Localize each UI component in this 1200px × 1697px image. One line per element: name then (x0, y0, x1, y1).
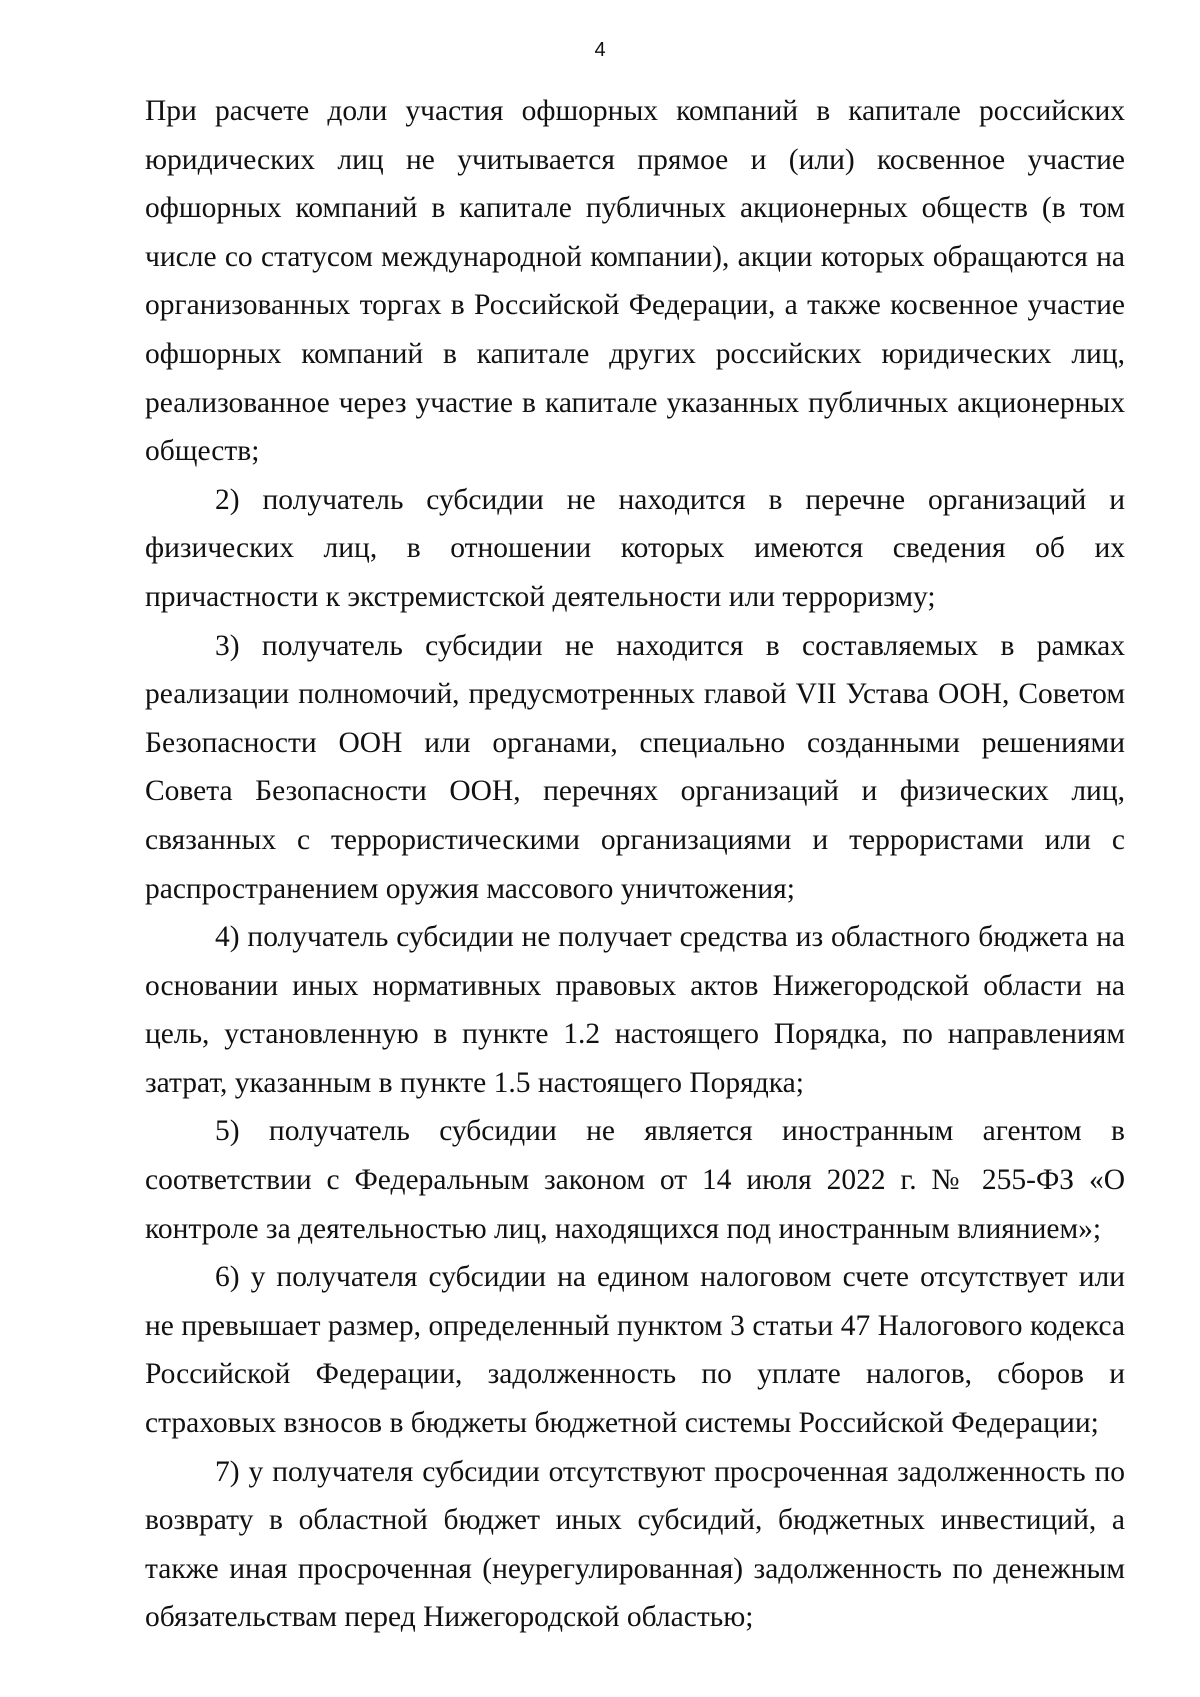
document-body (145, 87, 1125, 1642)
paragraph-offshore-participation: При расчете доли участия офшорных компаний в капитале российских юридических лиц не учитывается прямое и (или) косвенное участие офшорных компаний в капитале публичных акционерных обществ (в том числе со статусом международной компании), акции которых обращаются на организованных торгах в Российской Федерации, а также косвенное участие офшорных компаний в капитале других российских юридических лиц, реализованное через участие в капитале указанных публичных акционерных обществ; (145, 95, 1125, 468)
paragraph-item-7: 7) у получателя субсидии отсутствуют просроченная задолженность по возврату в областной бюджет иных субсидий, бюджетных инвестиций, а также иная просроченная (неурегулированная) задолженность по денежным обязательствам перед Нижегородской областью; (145, 1455, 1125, 1634)
paragraph-item-3: 3) получатель субсидии не находится в составляемых в рамках реализации полномочий, предусмотренных главой VII Устава ООН, Советом Безопасности ООН или органами, специально созданными решениями Совета Безопасности ООН, перечнях организаций и физических лиц, связанных с террористическими организациями и террористами или с распространением оружия массового уничтожения; (145, 629, 1125, 905)
paragraph-item-5: 5) получатель субсидии не является иностранным агентом в соответствии с Федеральным законом от 14 июля 2022 г. № 255-ФЗ «О контроле за деятельностью лиц, находящихся под иностранным влиянием»; (145, 1115, 1125, 1245)
page-number: 4 (594, 39, 606, 61)
paragraph-item-2: 2) получатель субсидии не находится в перечне организаций и физических лиц, в отношении которых имеются сведения об их причастности к экстремистской деятельности или терроризму; (145, 483, 1125, 613)
paragraph-item-4: 4) получатель субсидии не получает средства из областного бюджета на основании иных нормативных правовых актов Нижегородской области на цель, установленную в пункте 1.2 настоящего Порядка, по направлениям затрат, указанным в пункте 1.5 настоящего Порядка; (145, 921, 1125, 1099)
paragraph-item-6: 6) у получателя субсидии на едином налоговом счете отсутствует или не превышает размер, определенный пунктом 3 статьи 47 Налогового кодекса Российской Федерации, задолженность по уплате налогов, сборов и страховых взносов в бюджеты бюджетной системы Российской Федерации; (145, 1261, 1125, 1440)
